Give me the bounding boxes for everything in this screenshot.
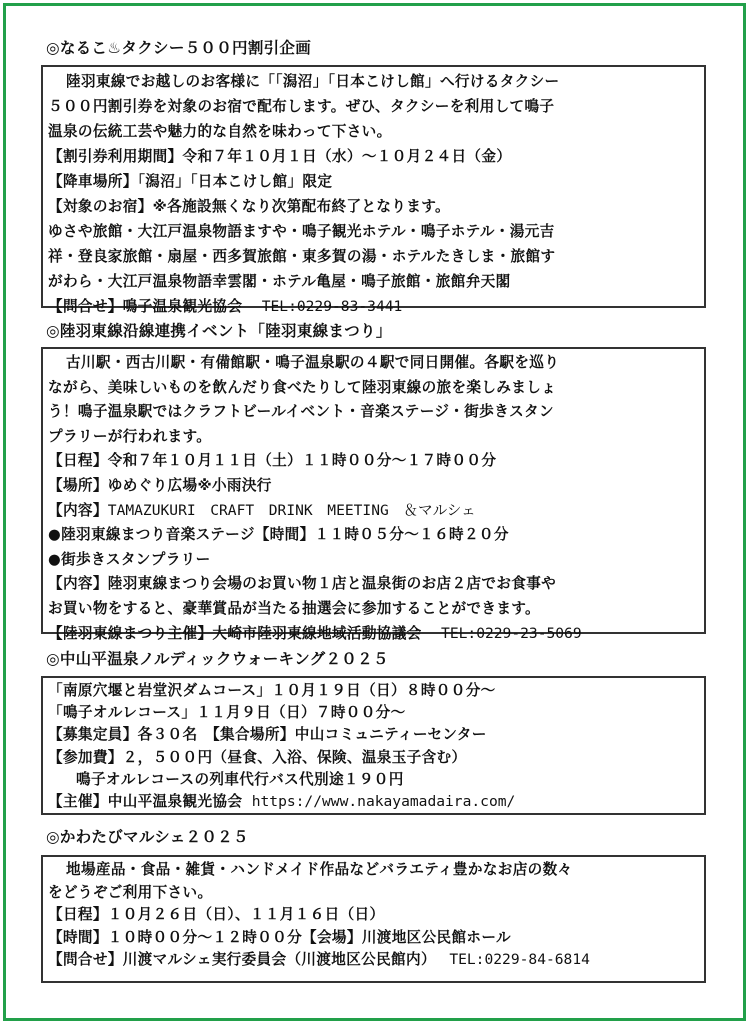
- marche-info-box: [41, 855, 706, 983]
- body-line: 「南原穴堰と岩堂沢ダムコース」１０月１９日（日）８時００分～: [48, 682, 496, 699]
- content-label: 【内容】: [48, 501, 108, 519]
- contact-line: [48, 294, 700, 319]
- contact-line: [48, 622, 700, 647]
- host-label: 【主催】中山平温泉観光協会: [48, 793, 243, 811]
- body-line: 【時間】１０時００分～１２時００分【会場】川渡地区公民館ホール: [48, 928, 511, 946]
- body-line: 【降車場所】「潟沼」「日本こけし館」限定: [48, 173, 333, 190]
- body-line: ●街歩きスタンプラリー: [48, 550, 211, 568]
- body-line: ゆさや旅館・大江戸温泉物語ますや・鳴子観光ホテル・鳴子ホテル・湯元吉: [48, 223, 555, 240]
- walking-info-box: [41, 676, 706, 815]
- body-line: 【場所】ゆめぐり広場※小雨決行: [48, 476, 272, 494]
- section-heading-taxi: ◎なるこ♨タクシー５００円割引企画: [46, 39, 312, 57]
- content-line: [48, 499, 700, 524]
- contact-label: 【陸羽東線まつり主催】大崎市陸羽東線地域活動協議会: [48, 624, 422, 642]
- body-line: 祥・登良家旅館・扇屋・西多賀旅館・東多賀の湯・ホテルたきしま・旅館す: [48, 248, 556, 265]
- body-line: をどうぞご利用下さい。: [48, 883, 213, 901]
- body-line: 【日程】１０月２６日（日）、１１月１６日（日）: [48, 906, 385, 923]
- taxi-info-box: [41, 65, 706, 315]
- body-line: ながら、美味しいものを飲んだり食べたりして陸羽東線の旅を楽しみましょ: [48, 378, 557, 396]
- content-value: TAMAZUKURI CRAFT DRINK MEETING ＆マルシェ: [107, 501, 476, 519]
- contact-line: [48, 949, 700, 972]
- body-line: 【内容】陸羽東線まつり会場のお買い物１店と温泉街のお店２店でお食事や: [48, 575, 557, 593]
- host-line: [48, 791, 700, 813]
- body-line: 【日程】令和７年１０月１１日（土）１１時００分～１７時００分: [48, 452, 497, 470]
- section-heading-walking: ◎中山平温泉ノルディックウォーキング２０２５: [46, 650, 389, 668]
- festival-info-box: [41, 347, 706, 642]
- body-line: ５００円割引券を対象のお宿で配布します。ぜひ、タクシーを利用して鳴子: [48, 98, 555, 115]
- contact-tel: TEL:0229-23-5069: [441, 624, 582, 642]
- body-line: 【参加費】２，５００円（昼食、入浴、保険、温泉玉子含む）: [48, 748, 467, 766]
- body-line: ●陸羽東線まつり音楽ステージ【時間】１１時０５分～１６時２０分: [48, 526, 509, 544]
- contact-tel: TEL:0229-84-6814: [449, 951, 590, 968]
- body-line: お買い物をすると、豪華賞品が当たる抽選会に参加することができます。: [48, 599, 540, 617]
- body-line: プラリーが行われます。: [48, 427, 212, 445]
- body-line: 陸羽東線でお越しのお客様に「「潟沼」「日本こけし館」へ行けるタクシー: [66, 73, 560, 90]
- contact-label: 【問合せ】川渡マルシェ実行委員会（川渡地区公民館内）: [48, 951, 436, 968]
- body-line: 地場産品・食品・雑貨・ハンドメイド作品などバラエティ豊かなお店の数々: [66, 861, 573, 878]
- body-line: 【募集定員】各３０名 【集合場所】中山コミュニティーセンター: [48, 726, 487, 744]
- body-line: 【対象のお宿】※各施設無くなり次第配布終了となります。: [48, 198, 450, 215]
- body-line: 鳴子オルレコースの列車代行バス代別途１９０円: [76, 770, 404, 788]
- body-line: 温泉の伝統工芸や魅力的な自然を味わって下さい。: [48, 123, 392, 140]
- body-line: がわら・大江戸温泉物語幸雲閣・ホテル亀屋・鳴子旅館・旅館弁天閣: [48, 273, 511, 290]
- body-line: 【割引券利用期間】令和７年１０月１日（水）～１０月２４日（金）: [48, 148, 512, 165]
- section-heading-festival: ◎陸羽東線沿線連携イベント「陸羽東線まつり」: [46, 322, 392, 340]
- contact-tel: TEL:0229-83-3441: [261, 298, 403, 315]
- host-url-link[interactable]: https://www.nakayamadaira.com/: [251, 793, 516, 811]
- body-line: 「鳴子オルレコース」１１月９日（日）７時００分～: [48, 704, 406, 722]
- contact-label: 【問合せ】鳴子温泉観光協会: [48, 298, 243, 315]
- section-heading-marche: ◎かわたびマルシェ２０２５: [46, 828, 249, 846]
- body-line: 古川駅・西古川駅・有備館駅・鳴子温泉駅の４駅で同日開催。各駅を巡り: [66, 354, 560, 371]
- body-line: う！鳴子温泉駅ではクラフトビールイベント・音楽ステージ・街歩きスタン: [48, 403, 554, 421]
